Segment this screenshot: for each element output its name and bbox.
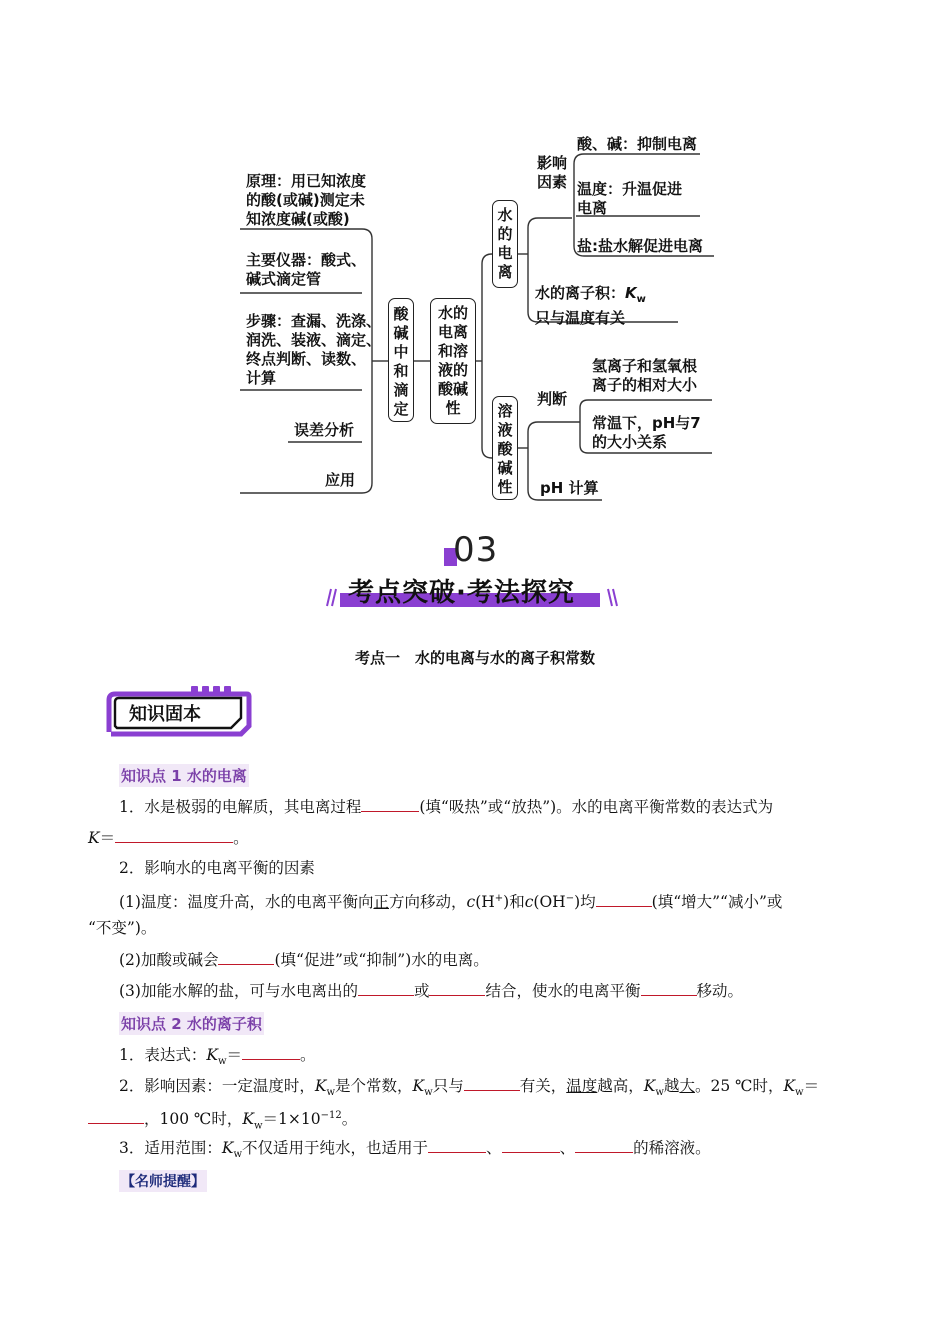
kp1-paragraph-2: 2．影响水的电离平衡的因素: [119, 859, 315, 877]
blank-solution-3[interactable]: [575, 1136, 633, 1153]
mind-map-connectors: [0, 0, 950, 510]
judge-item-ph: 常温下，pH与7 的大小关系: [592, 414, 701, 451]
kp1-paragraph-4: (2)加酸或碱会 (填“促进”或“抑制”)水的电离。: [119, 948, 489, 971]
left-item-error: 误差分析: [294, 421, 355, 439]
left-item-instruments: 主要仪器：酸式、 碱式滴定管: [246, 251, 367, 288]
blank-kw-depends[interactable]: [464, 1074, 520, 1091]
blank-solution-1[interactable]: [428, 1136, 486, 1153]
mind-map: [0, 0, 950, 510]
section-title: 考点突破·考法探究: [348, 578, 575, 608]
section-number: 03: [453, 530, 499, 570]
root-label: 水的电离和溶液的酸碱性: [437, 304, 468, 417]
blank-kw-25c[interactable]: [88, 1107, 144, 1124]
section-header: [0, 530, 950, 610]
factor-salt: 盐:盐水解促进电离: [577, 237, 703, 255]
left-branch-label: 酸碱中和滴定: [393, 305, 409, 418]
left-item-steps: 步骤：查漏、洗涤、 润洗、装液、滴定、 终点判断、读数、 计算: [246, 312, 382, 387]
kp1-paragraph-5: (3)加能水解的盐，可与水电离出的 或 结合，使水的电离平衡 移动。: [119, 979, 743, 1002]
kp1-paragraph-1: 1．水是极弱的电解质，其电离过程 (填“吸热”或“放热”)。水的电离平衡常数的表达式为: [119, 795, 773, 818]
left-item-principle: 原理：用已知浓度 的酸(或碱)测定未 知浓度碱(或酸): [246, 172, 367, 228]
right-top-box: [492, 200, 518, 288]
blank-direction[interactable]: [641, 979, 697, 996]
right-top-label: 水的电离: [497, 206, 513, 281]
right-slash-icon: [606, 586, 622, 608]
knowledge-badge: [105, 686, 255, 738]
kp2-title: 知识点 2 水的离子积: [119, 1012, 264, 1035]
kp1-paragraph-1-cont: K＝ 。: [88, 826, 249, 849]
factors-label: 影响 因素: [537, 154, 568, 191]
factor-acid-base: 酸、碱：抑制电离: [577, 135, 698, 153]
kp2-paragraph-2: 2．影响因素：一定温度时，$K_w$是个常数，$K_w$只与 有关，温度越高，$K_w$越大。25 ℃时，$K_w=$: [119, 1074, 819, 1104]
ph-calc-item: pH 计算: [540, 479, 599, 497]
left-item-application: 应用: [325, 471, 356, 489]
kp1-title: 知识点 1 水的电离: [119, 764, 249, 787]
blank-k-expression[interactable]: [115, 826, 233, 843]
kp2-paragraph-3: 3．适用范围：$K_w$不仅适用于纯水，也适用于 、 、 的稀溶液。: [119, 1136, 711, 1166]
kp2-paragraph-2-cont: ，100 ℃时，$K_w=1\times 10^{-12}$。: [88, 1105, 357, 1137]
right-bottom-label: 溶液酸碱性: [497, 402, 513, 496]
blank-heat[interactable]: [361, 795, 419, 812]
factor-temperature: 温度：升温促进 电离: [577, 180, 683, 217]
blank-ion-1[interactable]: [358, 979, 414, 996]
teacher-tip-label: 【名师提醒】: [119, 1170, 207, 1192]
kw-item: 水的离子积：$K_w$ 只与温度有关: [535, 284, 646, 327]
left-branch-box: [388, 298, 414, 422]
blank-ion-2[interactable]: [429, 979, 485, 996]
right-bottom-box: [492, 396, 518, 500]
root-box: [430, 298, 476, 424]
topic-title: 考点一 水的电离与水的离子积常数: [354, 649, 595, 667]
blank-acid-base-effect[interactable]: [218, 948, 274, 965]
blank-ion-change[interactable]: [596, 890, 652, 907]
badge-label: 知识固本: [129, 704, 201, 725]
blank-kw-expression[interactable]: [242, 1043, 300, 1060]
kp1-paragraph-3-cont: “不变”)。: [88, 919, 157, 937]
kp1-paragraph-3: (1)温度：温度升高，水的电离平衡向正方向移动，c(H+)和c(OH−)均 (填“增大”“减小”或: [119, 888, 782, 913]
blank-solution-2[interactable]: [502, 1136, 560, 1153]
kp2-paragraph-1: 1．表达式：$K_w=$ 。: [119, 1043, 316, 1073]
left-slash-icon: [322, 586, 338, 608]
judge-label: 判断: [537, 390, 568, 408]
judge-item-ions: 氢离子和氢氧根 离子的相对大小: [592, 357, 698, 394]
